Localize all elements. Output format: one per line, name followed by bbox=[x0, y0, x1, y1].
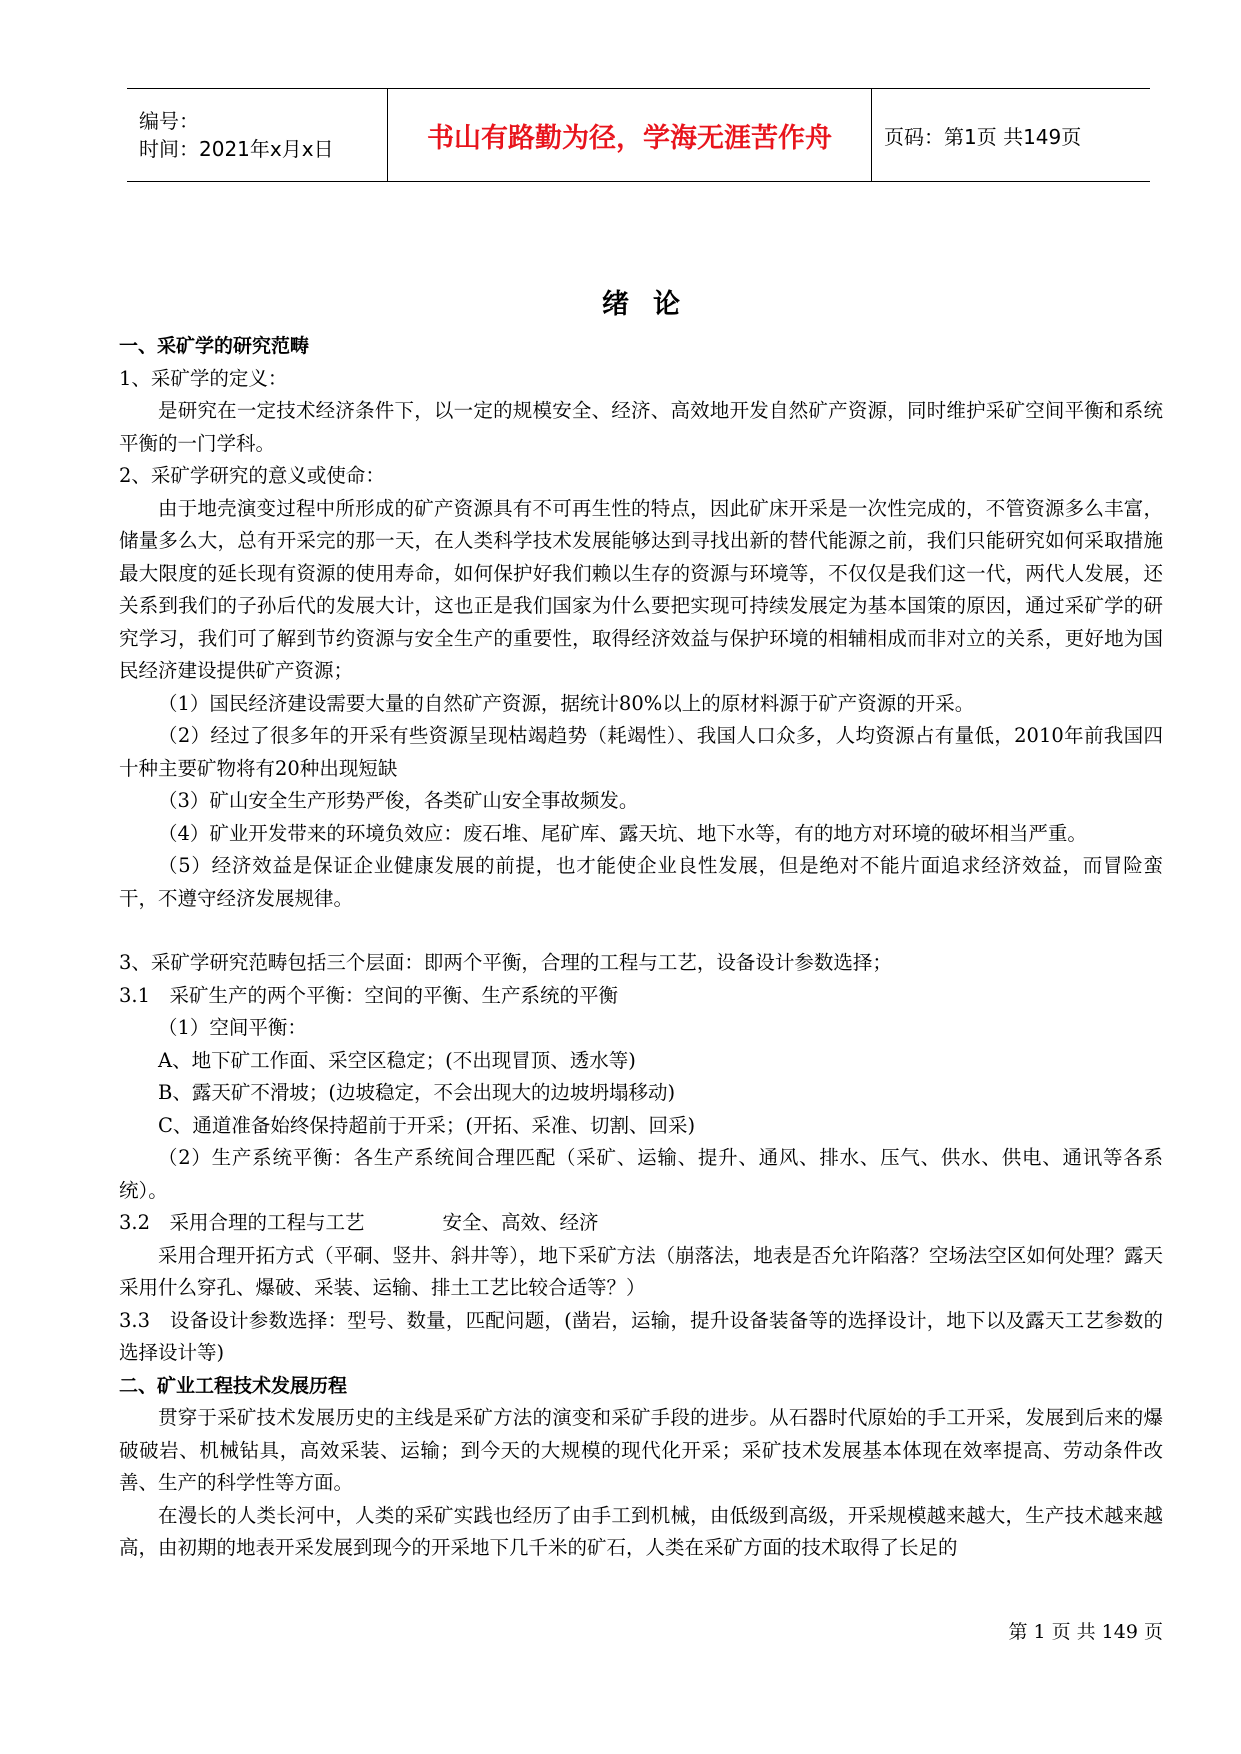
paragraph: 在漫长的人类长河中，人类的采矿实践也经历了由手工到机械，由低级到高级，开采规模越来越大，生产技术越来越高，由初期的地表开采发展到现今的开采地下几千米的矿石，人类在采矿方面的技术取得了长足的 bbox=[119, 1503, 1163, 1559]
section-heading: 一、采矿学的研究范畴 bbox=[119, 335, 310, 357]
paragraph: （1）空间平衡： bbox=[158, 1016, 307, 1039]
paragraph: A、地下矿工作面、采空区稳定；(不出现冒顶、透水等) bbox=[158, 1048, 636, 1072]
paragraph: 采用合理开拓方式（平硐、竖井、斜井等），地下采矿方法（崩落法，地表是否允许陷落？空场法空区如何处理？露天采用什么穿孔、爆破、采装、运输、排土工艺比较合适等？） bbox=[119, 1243, 1163, 1299]
paragraph: 由于地壳演变过程中所形成的矿产资源具有不可再生性的特点，因此矿床开采是一次性完成的，不管资源多么丰富，储量多么大，总有开采完的那一天，在人类科学技术发展能够达到寻找出新的替代能源之前，我们只能研究如何采取措施最大限度的延长现有资源的使用寿命，如何保护好我们赖以生存的资源与环境等，不仅仅是我们这一代，两代人发展，还关系到我们的子孙后代的发展大计，这也正是我们国家为什么要把实现可持续发展定为基本国策的原因，通过采矿学的研究学习，我们可了解到节约资源与安全生产的重要性，取得经济效益与保护环境的相辅相成而非对立的关系，更好地为国民经济建设提供矿产资源； bbox=[119, 496, 1163, 682]
section-heading: 二、矿业工程技术发展历程 bbox=[119, 1374, 348, 1397]
header-page-cell bbox=[872, 89, 1150, 181]
paragraph: （1）国民经济建设需要大量的自然矿产资源，据统计80%以上的原材料源于矿产资源的开采。 bbox=[158, 691, 975, 715]
paragraph: 1、采矿学的定义： bbox=[119, 366, 288, 390]
paragraph: 3.1 采矿生产的两个平衡：空间的平衡、生产系统的平衡 bbox=[119, 983, 619, 1007]
paragraph: （3）矿山安全生产形势严俊，各类矿山安全事故频发。 bbox=[158, 789, 639, 812]
header-motto-cell bbox=[388, 89, 872, 181]
paragraph: （4）矿业开发带来的环境负效应：废石堆、尾矿库、露天坑、地下水等，有的地方对环境的破坏相当严重。 bbox=[158, 821, 1087, 845]
paragraph: B、露天矿不滑坡；(边坡稳定，不会出现大的边坡坍塌移动) bbox=[158, 1081, 676, 1104]
page-code: 页码：第1页 共149页 bbox=[884, 124, 1082, 149]
paragraph: 3、采矿学研究范畴包括三个层面：即两个平衡，合理的工程与工艺，设备设计参数选择； bbox=[119, 951, 892, 974]
header-meta-cell bbox=[127, 89, 388, 181]
page-footer: 第 1 页 共 149 页 bbox=[1008, 1621, 1163, 1643]
paragraph: 是研究在一定技术经济条件下，以一定的规模安全、经济、高效地开发自然矿产资源，同时维护采矿空间平衡和系统平衡的一门学科。 bbox=[119, 399, 1163, 455]
paragraph: 3.2 采用合理的工程与工艺 安全、高效、经济 bbox=[119, 1211, 599, 1234]
paragraph: （2）生产系统平衡：各生产系统间合理匹配（采矿、运输、提升、通风、排水、压气、供水、供电、通讯等各系统）。 bbox=[119, 1146, 1163, 1202]
number-label: 编号： bbox=[139, 109, 199, 133]
document-body bbox=[119, 286, 1163, 1565]
motto-text: 书山有路勤为径，学海无涯苦作舟 bbox=[427, 122, 832, 154]
paragraph: （2）经过了很多年的开采有些资源呈现枯竭趋势（耗竭性）、我国人口众多，人均资源占有量低，2010年前我国四十种主要矿物将有20种出现短缺 bbox=[119, 724, 1163, 780]
paragraph: （5）经济效益是保证企业健康发展的前提，也才能使企业良性发展，但是绝对不能片面追求经济效益，而冒险蛮干，不遵守经济发展规律。 bbox=[119, 854, 1163, 910]
paragraph: 3.3 设备设计参数选择：型号、数量，匹配问题，(凿岩，运输，提升设备装备等的选择设计，地下以及露天工艺参数的选择设计等) bbox=[119, 1308, 1163, 1364]
paragraph: 贯穿于采矿技术发展历史的主线是采矿方法的演变和采矿手段的进步。从石器时代原始的手工开采，发展到后来的爆破破岩、机械钻具，高效采装、运输；到今天的大规模的现代化开采；采矿技术发展基本体现在效率提高、劳动条件改善、生产的科学性等方面。 bbox=[119, 1406, 1163, 1494]
document-header bbox=[127, 88, 1150, 182]
paragraph: C、通道准备始终保持超前于开采；(开拓、采准、切割、回采) bbox=[158, 1113, 696, 1137]
time-label: 时间：2021年x月x日 bbox=[139, 137, 334, 161]
paragraph: 2、采矿学研究的意义或使命： bbox=[119, 464, 385, 487]
page-title: 绪论 bbox=[602, 289, 704, 320]
blank-line bbox=[119, 915, 1163, 947]
body-text bbox=[119, 330, 1163, 1565]
